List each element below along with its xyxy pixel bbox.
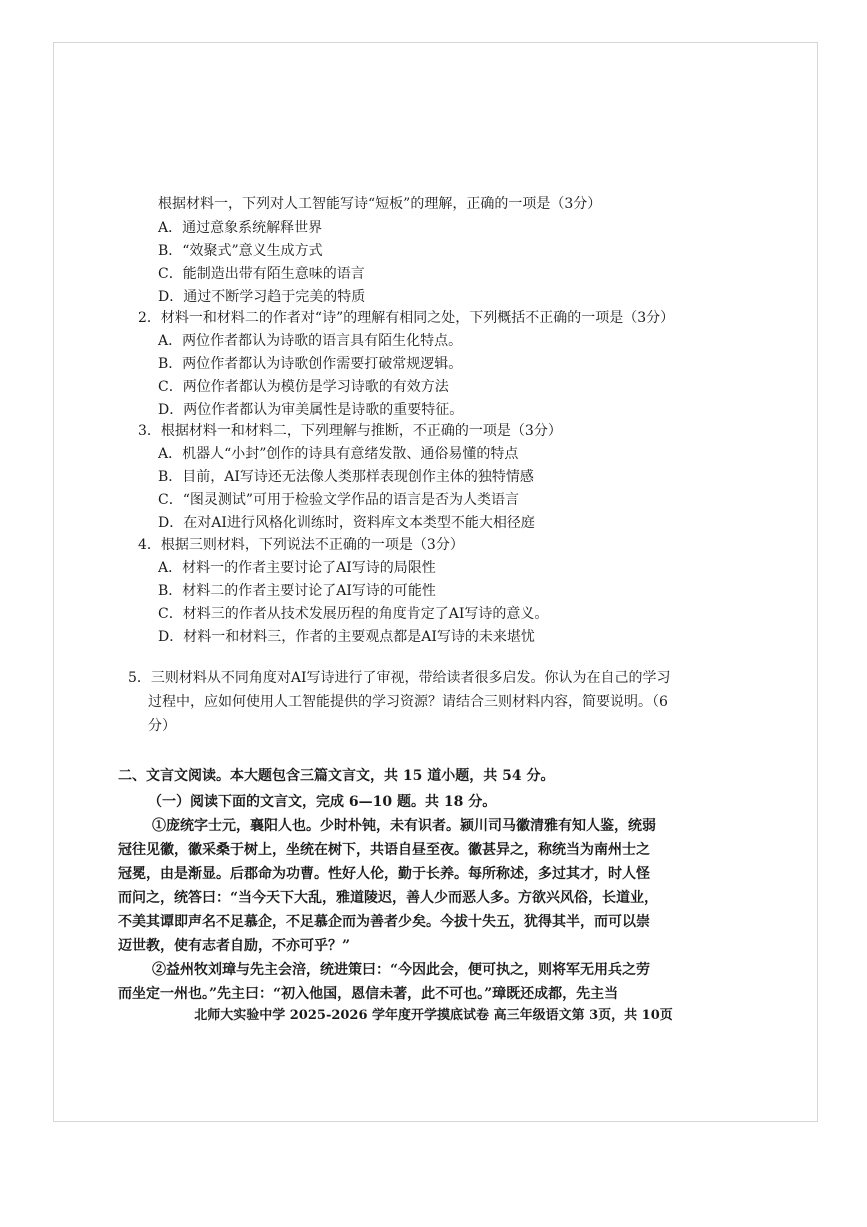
q1-option-d: D．通过不断学习趋于完美的特质 — [158, 289, 366, 305]
passage-para-2-line-1: ②益州牧刘璋与先主会涪，统进策曰：“今因此会，便可执之，则将军无用兵之劳 — [152, 962, 651, 978]
question-5-line-3: 分） — [148, 718, 176, 734]
question-5-line-2: 过程中，应如何使用人工智能提供的学习资源？请结合三则材料内容，简要说明。（6 — [148, 694, 668, 710]
q2-option-c: C．两位作者都认为模仿是学习诗歌的有效方法 — [158, 379, 449, 395]
passage-para-1-line-5: 不美其谭即声名不足慕企，不足慕企而为善者少矣。今拔十失五，犹得其半，而可以崇 — [118, 914, 650, 930]
passage-para-1-line-4: 而问之，统答曰：“当今天下大乱，雅道陵迟，善人少而恶人多。方欲兴风俗，长道业， — [118, 890, 659, 906]
q4-option-a: A．材料一的作者主要讨论了AI写诗的局限性 — [158, 560, 436, 576]
q3-option-c: C．“图灵测试”可用于检验文学作品的语言是否为人类语言 — [158, 492, 520, 508]
passage-para-1-line-1: ①庞统字士元，襄阳人也。少时朴钝，未有识者。颍川司马徽清雅有知人鉴，统弱 — [152, 818, 656, 834]
q1-option-a: A．通过意象系统解释世界 — [158, 220, 323, 236]
passage-para-1-line-6: 迈世教，使有志者自励，不亦可乎？” — [118, 938, 351, 954]
q4-option-d: D．材料一和材料三，作者的主要观点都是AI写诗的未来堪忧 — [158, 629, 535, 645]
passage-para-2-line-2: 而坐定一州也。”先主曰：“初入他国，恩信未著，此不可也。”璋既还成都，先主当 — [118, 986, 619, 1002]
q3-option-b: B．目前，AI写诗还无法像人类那样表现创作主体的独特情感 — [158, 469, 534, 485]
section-2-subheading: （一）阅读下面的文言文，完成 6—10 题。共 18 分。 — [148, 794, 497, 810]
question-4-stem: 4．根据三则材料，下列说法不正确的一项是（3分） — [138, 537, 464, 553]
section-2-heading: 二、文言文阅读。本大题包含三篇文言文，共 15 道小题，共 54 分。 — [118, 768, 555, 784]
q1-option-c: C．能制造出带有陌生意味的语言 — [158, 266, 365, 282]
question-5-line-1: 5．三则材料从不同角度对AI写诗进行了审视，带给读者很多启发。你认为在自己的学习 — [128, 670, 671, 686]
passage-para-1-line-2: 冠往见徽，徽采桑于树上，坐统在树下，共语自昼至夜。徽甚异之，称统当为南州士之 — [118, 842, 650, 858]
q2-option-b: B．两位作者都认为诗歌创作需要打破常规逻辑。 — [158, 356, 463, 372]
question-2-stem: 2．材料一和材料二的作者对“诗”的理解有相同之处，下列概括不正确的一项是（3分） — [138, 310, 675, 326]
q3-option-d: D．在对AI进行风格化训练时，资料库文本类型不能大相径庭 — [158, 515, 535, 531]
q3-option-a: A．机器人“小封”创作的诗具有意绪发散、通俗易懂的特点 — [158, 446, 519, 462]
passage-para-1-line-3: 冠冕，由是渐显。后郡命为功曹。性好人伦，勤于长养。每所称述，多过其才，时人怪 — [118, 866, 650, 882]
q2-option-d: D．两位作者都认为审美属性是诗歌的重要特征。 — [158, 402, 464, 418]
q4-option-b: B．材料二的作者主要讨论了AI写诗的可能性 — [158, 583, 436, 599]
q4-option-c: C．材料三的作者从技术发展历程的角度肯定了AI写诗的意义。 — [158, 606, 549, 622]
question-3-stem: 3．根据材料一和材料二，下列理解与推断，不正确的一项是（3分） — [138, 423, 562, 439]
q1-option-b: B．“效聚式”意义生成方式 — [158, 243, 323, 259]
q2-option-a: A．两位作者都认为诗歌的语言具有陌生化特点。 — [158, 333, 463, 349]
page-footer: 北师大实验中学 2025-2026 学年度开学摸底试卷 高三年级语文第 3页，共 10页 — [194, 1008, 673, 1023]
question-1-stem: 根据材料一，下列对人工智能写诗“短板”的理解，正确的一项是（3分） — [158, 196, 602, 212]
